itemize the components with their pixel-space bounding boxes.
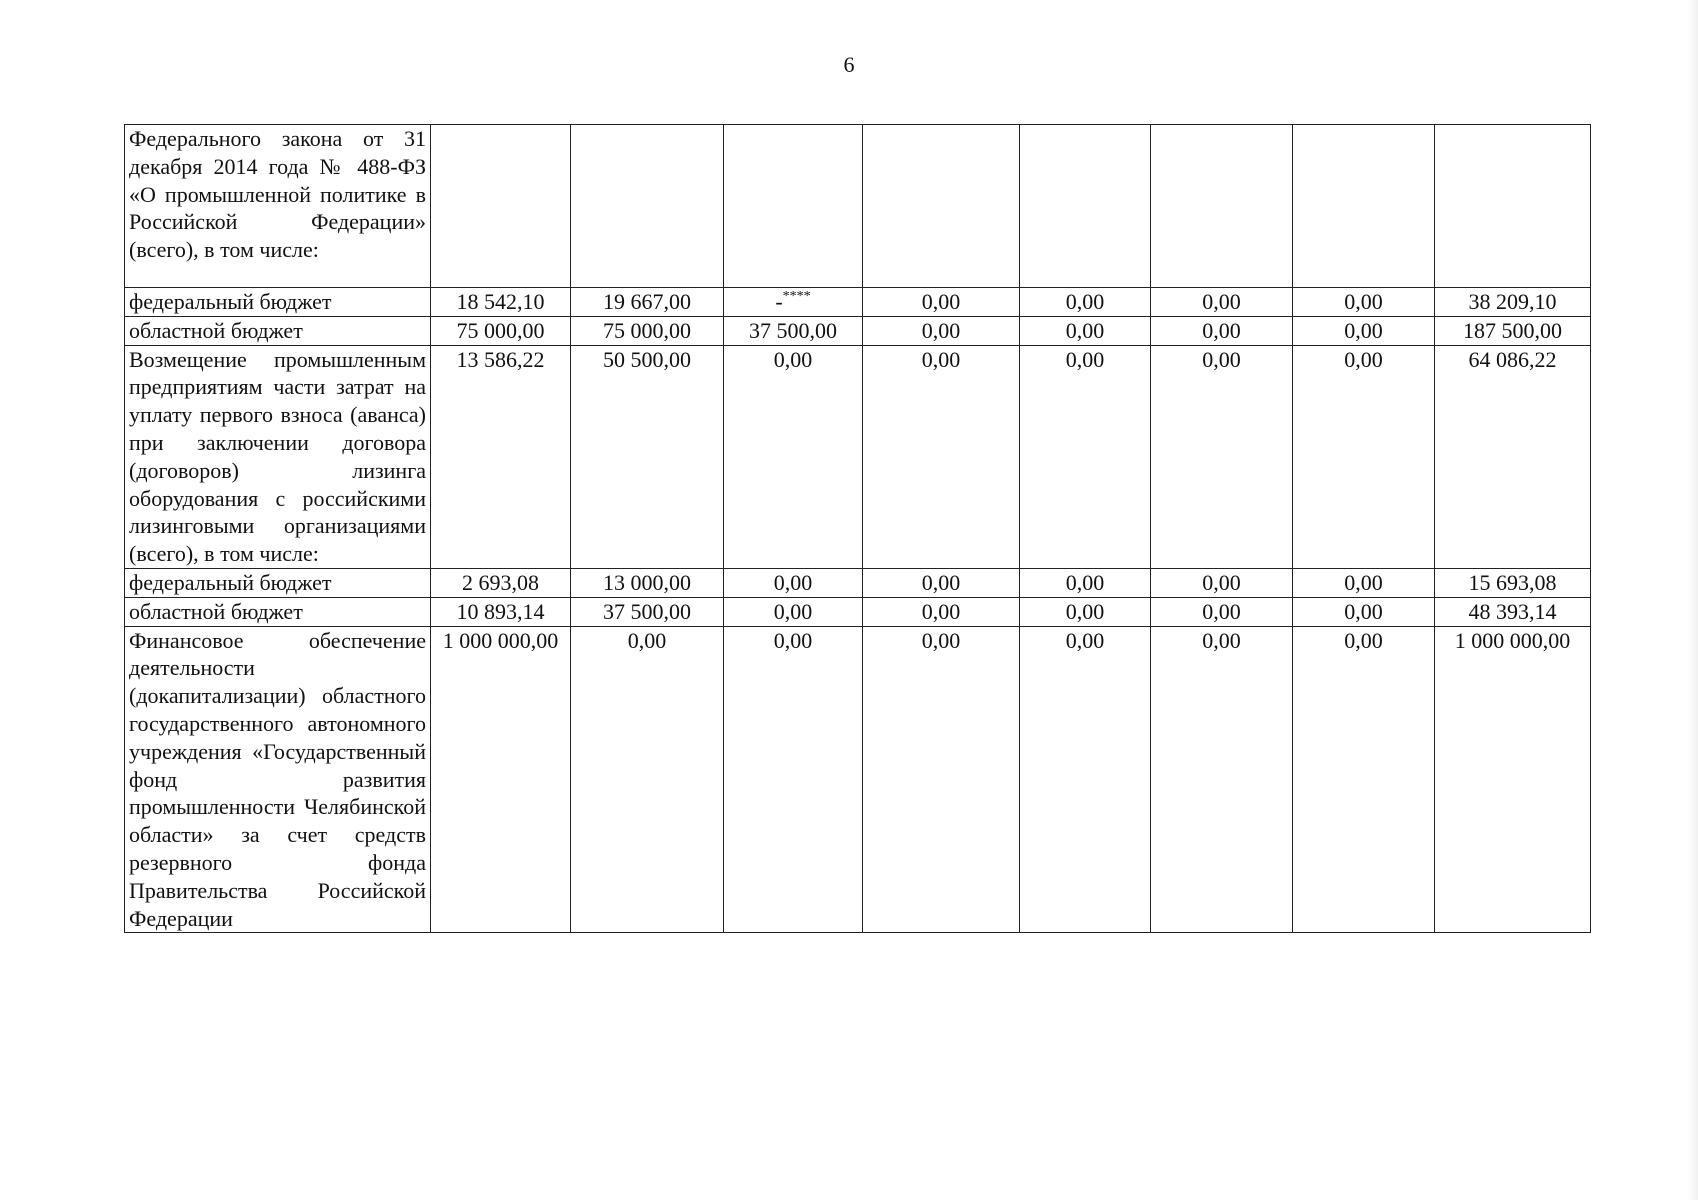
table-cell [1020, 125, 1151, 288]
table-cell: 48 393,14 [1435, 597, 1591, 626]
table-cell: 0,00 [863, 345, 1020, 568]
table-cell: 2 693,08 [431, 568, 571, 597]
table-row [125, 345, 1591, 568]
table-cell: 0,00 [724, 597, 863, 626]
row-description: областной бюджет [125, 597, 431, 626]
table-cell: 1 000 000,00 [431, 626, 571, 933]
table-cell: 50 500,00 [571, 345, 724, 568]
table-cell: 0,00 [863, 288, 1020, 317]
table-cell: 0,00 [1020, 288, 1151, 317]
table-cell: 64 086,22 [1435, 345, 1591, 568]
table-cell: 0,00 [1151, 316, 1293, 345]
table-cell: 0,00 [1293, 568, 1435, 597]
table-cell: 0,00 [1293, 597, 1435, 626]
table-cell: 0,00 [1293, 316, 1435, 345]
table-cell [863, 125, 1020, 288]
table-cell: 0,00 [1020, 597, 1151, 626]
table-cell: 37 500,00 [724, 316, 863, 345]
table-cell [724, 125, 863, 288]
table-cell: 0,00 [724, 345, 863, 568]
budget-table [124, 124, 1591, 933]
table-cell: 0,00 [1151, 568, 1293, 597]
table-row [125, 626, 1591, 933]
table-cell [431, 125, 571, 288]
table-cell: 0,00 [1020, 345, 1151, 568]
table-cell: 0,00 [1020, 568, 1151, 597]
table-cell: 13 000,00 [571, 568, 724, 597]
table-row [125, 568, 1591, 597]
table-cell: 0,00 [1151, 345, 1293, 568]
table-cell [571, 125, 724, 288]
table-cell: 0,00 [724, 568, 863, 597]
table-cell: 18 542,10 [431, 288, 571, 317]
table-row [125, 597, 1591, 626]
table-cell [1435, 125, 1591, 288]
row-description: федеральный бюджет [125, 288, 431, 317]
dash-value: - [775, 289, 783, 314]
table-cell: 13 586,22 [431, 345, 571, 568]
row-description: Федерального закона от 31 декабря 2014 года № 488-ФЗ «О промышленной политике в Российской Федерации» (всего), в том числе: [125, 125, 431, 288]
page-number: 6 [843, 52, 855, 77]
table-cell-with-footnote [724, 288, 863, 317]
table-cell: 0,00 [1293, 626, 1435, 933]
table-cell: 15 693,08 [1435, 568, 1591, 597]
table-cell: 0,00 [1293, 288, 1435, 317]
table-cell: 1 000 000,00 [1435, 626, 1591, 933]
row-description: областной бюджет [125, 316, 431, 345]
table-cell: 38 209,10 [1435, 288, 1591, 317]
table-cell: 0,00 [1020, 626, 1151, 933]
table-cell: 0,00 [571, 626, 724, 933]
table-cell: 0,00 [863, 316, 1020, 345]
table-cell: 0,00 [1151, 288, 1293, 317]
scan-edge-shadow [1688, 0, 1698, 1200]
table-cell: 0,00 [1151, 597, 1293, 626]
table-cell [1293, 125, 1435, 288]
table-cell: 37 500,00 [571, 597, 724, 626]
table-cell: 75 000,00 [571, 316, 724, 345]
row-description: федеральный бюджет [125, 568, 431, 597]
table-cell: 0,00 [724, 626, 863, 933]
table-cell [1151, 125, 1293, 288]
row-description: Финансовое обеспечение деятельности (докапитализации) областного государственного автономного учреждения «Государственный фонд развития промышленности Челябинской области» за счет средств резервного фонда Правительства Российской Федерации [125, 626, 431, 933]
table-row [125, 125, 1591, 288]
footnote-mark: **** [782, 289, 811, 304]
table-cell: 10 893,14 [431, 597, 571, 626]
table-cell: 75 000,00 [431, 316, 571, 345]
table-cell: 187 500,00 [1435, 316, 1591, 345]
table-row [125, 316, 1591, 345]
table-cell: 0,00 [1151, 626, 1293, 933]
row-description: Возмещение промышленным предприятиям части затрат на уплату первого взноса (аванса) при заключении договора (договоров) лизинга оборудования с российскими лизинговыми организациями (всего), в том числе: [125, 345, 431, 568]
table-cell: 0,00 [1293, 345, 1435, 568]
table-cell: 19 667,00 [571, 288, 724, 317]
table-cell: 0,00 [863, 568, 1020, 597]
table-cell: 0,00 [863, 597, 1020, 626]
table-row [125, 288, 1591, 317]
table-cell: 0,00 [863, 626, 1020, 933]
table-cell: 0,00 [1020, 316, 1151, 345]
